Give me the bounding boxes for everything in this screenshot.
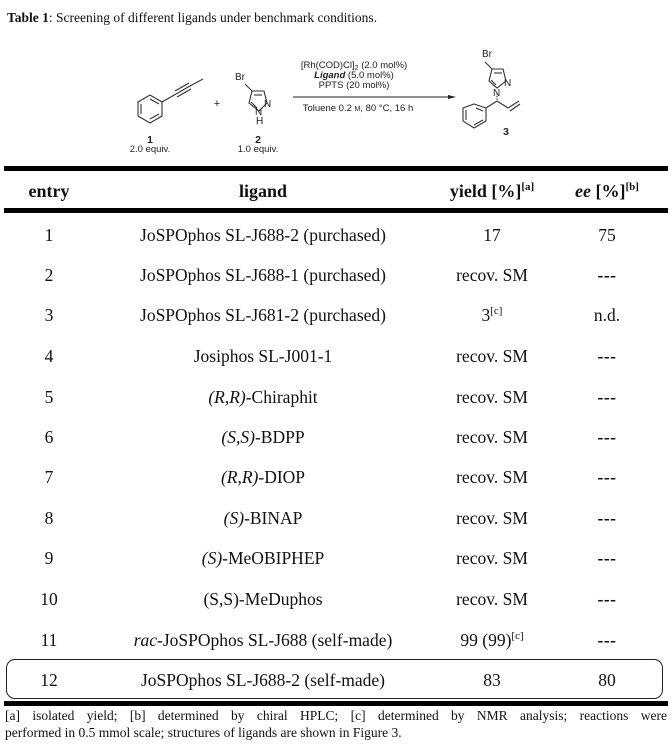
ligand-name: Josiphos SL-J001-1 — [193, 346, 333, 366]
product-br: Br — [482, 49, 492, 60]
condition-catalyst: $[Rh(COD)Cl]_2$ (2.0 mol%) — [300, 60, 408, 72]
table-row — [0, 300, 672, 330]
cell-entry: 6 — [44, 427, 54, 447]
product-n2: N — [504, 78, 512, 89]
yield-value: recov. SM — [456, 346, 528, 366]
cell-entry: 7 — [44, 467, 54, 487]
cell-entry: 10 — [40, 589, 58, 609]
yield-value: 83 — [483, 670, 501, 690]
ligand-stereo-prefix: rac — [133, 630, 158, 650]
table-row — [0, 341, 672, 371]
cell-ee: 75 — [598, 225, 616, 245]
ligand-name: -BINAP — [244, 508, 303, 528]
yield-value: 3 — [481, 305, 491, 325]
ligand-stereo-prefix: (R,R) — [208, 387, 246, 407]
cell-yield — [432, 625, 552, 655]
ligand-name: -DIOP — [258, 467, 306, 487]
ligand-name: -JoSPOphos SL-J688 (self-made) — [157, 630, 393, 650]
footnote-ref-c: [c] — [511, 630, 524, 642]
cell-ligand — [110, 422, 416, 452]
yield-value: recov. SM — [456, 508, 528, 528]
compound-2-nh-n: N — [255, 107, 263, 118]
cell-entry: 3 — [44, 305, 54, 325]
yield-value: recov. SM — [456, 589, 528, 609]
footnote-line-1: [a] isolated yield; [b] determined by chiral HPLC; [c] determined by NMR analysis; reactions were — [5, 708, 667, 723]
cell-yield — [432, 382, 552, 412]
condition-ligand: Ligand (5.0 mol%) — [314, 70, 394, 81]
caption-label: Table 1 — [7, 10, 49, 25]
product-3-structure — [463, 62, 520, 128]
header-ligand: ligand — [238, 181, 288, 201]
cell-ligand — [110, 543, 416, 573]
cell-ee: 80 — [598, 670, 616, 690]
compound-2-nh-h: H — [256, 116, 264, 127]
table-row — [0, 625, 672, 655]
cell-ligand — [110, 503, 416, 533]
table-row — [0, 260, 672, 290]
header-ee-italic: ee — [575, 181, 592, 201]
header-entry: entry — [28, 181, 70, 201]
compound-2-n: N — [264, 99, 272, 110]
compound-2-number: 2 — [255, 134, 261, 146]
cell-yield — [432, 543, 552, 573]
ligand-name: -BDPP — [254, 427, 305, 447]
cell-ligand — [110, 665, 416, 695]
cell-entry: 12 — [40, 670, 58, 690]
cell-ee: --- — [597, 265, 617, 285]
ligand-name: -Chiraphit — [245, 387, 318, 407]
header-yield-label: yield [%] — [449, 181, 522, 201]
header-ee-label: [%] — [591, 181, 626, 201]
footnote-ref-c: [c] — [490, 305, 503, 317]
cell-yield — [432, 665, 552, 695]
cell-ee: --- — [597, 346, 617, 366]
cell-entry: 9 — [44, 548, 54, 568]
cell-entry: 5 — [44, 387, 54, 407]
cell-entry: 8 — [44, 508, 54, 528]
cell-entry: 11 — [40, 630, 58, 650]
cell-entry: 4 — [44, 346, 54, 366]
cell-ligand — [110, 462, 416, 492]
table-bottom-rule — [4, 701, 668, 706]
table-row — [0, 220, 672, 250]
ligand-stereo-prefix: (S) — [201, 548, 223, 568]
table-row — [0, 462, 672, 492]
cell-ligand — [110, 625, 416, 655]
table-caption — [7, 10, 377, 26]
compound-2-br: Br — [235, 72, 245, 83]
cell-ligand — [110, 260, 416, 290]
cell-ee: --- — [597, 589, 617, 609]
yield-value: recov. SM — [456, 548, 528, 568]
table-row — [0, 422, 672, 452]
cell-ligand — [110, 584, 416, 614]
yield-value: recov. SM — [456, 427, 528, 447]
cell-yield — [432, 260, 552, 290]
caption-text: : Screening of different ligands under benchmark conditions. — [48, 10, 378, 25]
cell-yield — [432, 300, 552, 330]
yield-value: recov. SM — [456, 387, 528, 407]
header-ee — [560, 178, 654, 204]
cell-ee: --- — [597, 427, 617, 447]
table-footnote — [5, 707, 667, 741]
cell-ligand — [110, 341, 416, 371]
cell-yield — [432, 422, 552, 452]
table-header-rule — [4, 208, 668, 213]
ligand-name: JoSPOphos SL-J688-2 (self-made) — [140, 670, 385, 690]
cell-ee: --- — [597, 508, 617, 528]
alkyne-bond — [176, 86, 190, 94]
ligand-name: JoSPOphos SL-J688-2 (purchased) — [140, 225, 386, 245]
footnote-ref-a: [a] — [521, 181, 535, 193]
cell-ee: n.d. — [593, 305, 621, 325]
cell-entry: 1 — [44, 225, 54, 245]
cell-ee: --- — [597, 387, 617, 407]
table-row — [0, 503, 672, 533]
ligand-name: JoSPOphos SL-J688-1 (purchased) — [140, 265, 386, 285]
arrow-head-icon — [448, 95, 456, 99]
cell-yield — [432, 584, 552, 614]
table-row — [0, 382, 672, 412]
reaction-scheme — [0, 36, 672, 161]
table-top-rule — [4, 166, 668, 171]
yield-value: recov. SM — [456, 265, 528, 285]
ligand-stereo-prefix: (R,R) — [220, 467, 259, 487]
table-row — [0, 543, 672, 573]
compound-2-equiv: 1.0 equiv. — [237, 144, 279, 155]
cell-ligand — [110, 300, 416, 330]
compound-1-number: 1 — [147, 134, 153, 146]
table-row — [0, 665, 672, 695]
header-yield — [432, 178, 552, 204]
yield-value: 17 — [483, 225, 501, 245]
product-n1: N — [493, 88, 501, 99]
cell-yield — [432, 462, 552, 492]
ligand-stereo-prefix: (S,S) — [221, 427, 255, 447]
condition-solvent: Toluene 0.2 M, 80 °C, 16 h — [302, 103, 414, 114]
product-number: 3 — [503, 126, 509, 138]
ligand-name: (S,S)-MeDuphos — [203, 589, 323, 609]
cell-ee: --- — [597, 548, 617, 568]
yield-value: recov. SM — [456, 467, 528, 487]
yield-value: 99 (99) — [460, 630, 512, 650]
plus-sign: + — [213, 98, 221, 110]
table-row — [0, 584, 672, 614]
compound-1-structure — [138, 79, 203, 123]
ligand-name: JoSPOphos SL-J681-2 (purchased) — [140, 305, 386, 325]
cell-yield — [432, 220, 552, 250]
footnote-line-2: performed in 0.5 mmol scale; structures of ligands are shown in Figure 3. — [5, 725, 402, 740]
cell-yield — [432, 503, 552, 533]
cell-ligand — [110, 220, 416, 250]
cell-yield — [432, 341, 552, 371]
ligand-stereo-prefix: (S) — [223, 508, 245, 528]
ligand-name: -MeOBIPHEP — [222, 548, 325, 568]
footnote-ref-b: [b] — [625, 181, 639, 193]
cell-ee: --- — [597, 630, 617, 650]
cell-ee: --- — [597, 467, 617, 487]
cell-entry: 2 — [44, 265, 54, 285]
condition-additive: PPTS (20 mol%) — [318, 80, 390, 91]
compound-1-equiv: 2.0 equiv. — [129, 144, 171, 155]
cell-ligand — [110, 382, 416, 412]
